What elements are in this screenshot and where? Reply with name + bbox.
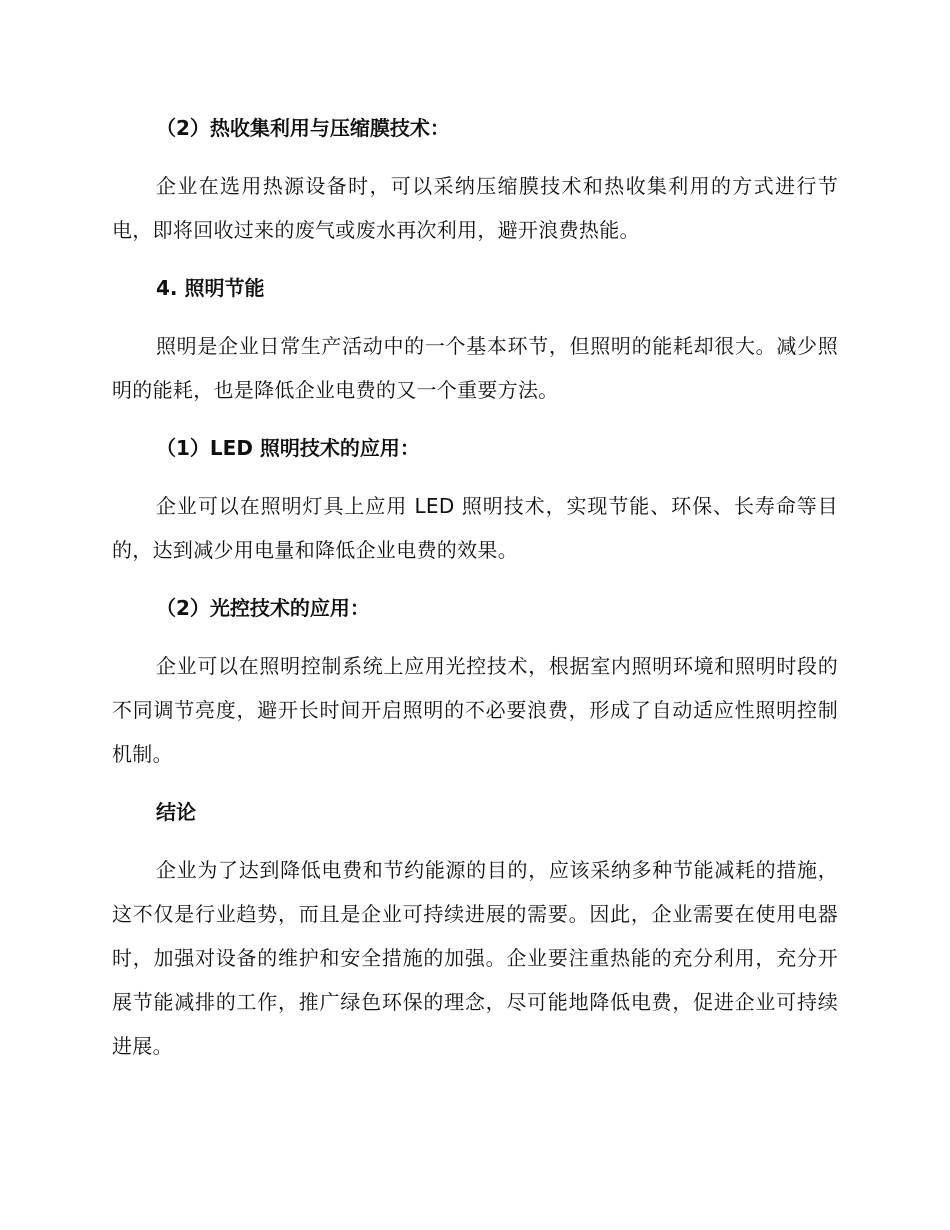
paragraph-light-control: 企业可以在照明控制系统上应用光控技术，根据室内照明环境和照明时段的不同调节亮度，避开长时间开启照明的不必要浪费，形成了自动适应性照明控制机制。 (112, 654, 838, 766)
heading-led-lighting: （1）LED 照明技术的应用： (156, 436, 420, 460)
paragraph-conclusion: 企业为了达到降低电费和节约能源的目的，应该采纳多种节能减耗的措施，这不仅是行业趋势，而且是企业可持续进展的需要。因此，企业需要在使用电器时，加强对设备的维护和安全措施的加强。企业要注重热能的充分利用，充分开展节能减排的工作，推广绿色环保的理念，尽可能地降低电费，促进企业可持续进展。 (112, 858, 838, 1058)
heading-lighting-energy-saving: 4. 照明节能 (156, 276, 265, 300)
paragraph-heat-recovery: 企业在选用热源设备时，可以采纳压缩膜技术和热收集利用的方式进行节电，即将回收过来的废气或废水再次利用，避开浪费热能。 (112, 174, 838, 242)
heading-heat-recovery-membrane: （2）热收集利用与压缩膜技术： (156, 116, 450, 140)
heading-conclusion: 结论 (156, 800, 196, 824)
document-body (112, 106, 838, 1082)
paragraph-led: 企业可以在照明灯具上应用 LED 照明技术，实现节能、环保、长寿命等目的，达到减少用电量和降低企业电费的效果。 (112, 494, 838, 562)
paragraph-lighting: 照明是企业日常生产活动中的一个基本环节，但照明的能耗却很大。减少照明的能耗，也是降低企业电费的又一个重要方法。 (112, 334, 838, 402)
heading-light-control: （2）光控技术的应用： (156, 596, 370, 620)
